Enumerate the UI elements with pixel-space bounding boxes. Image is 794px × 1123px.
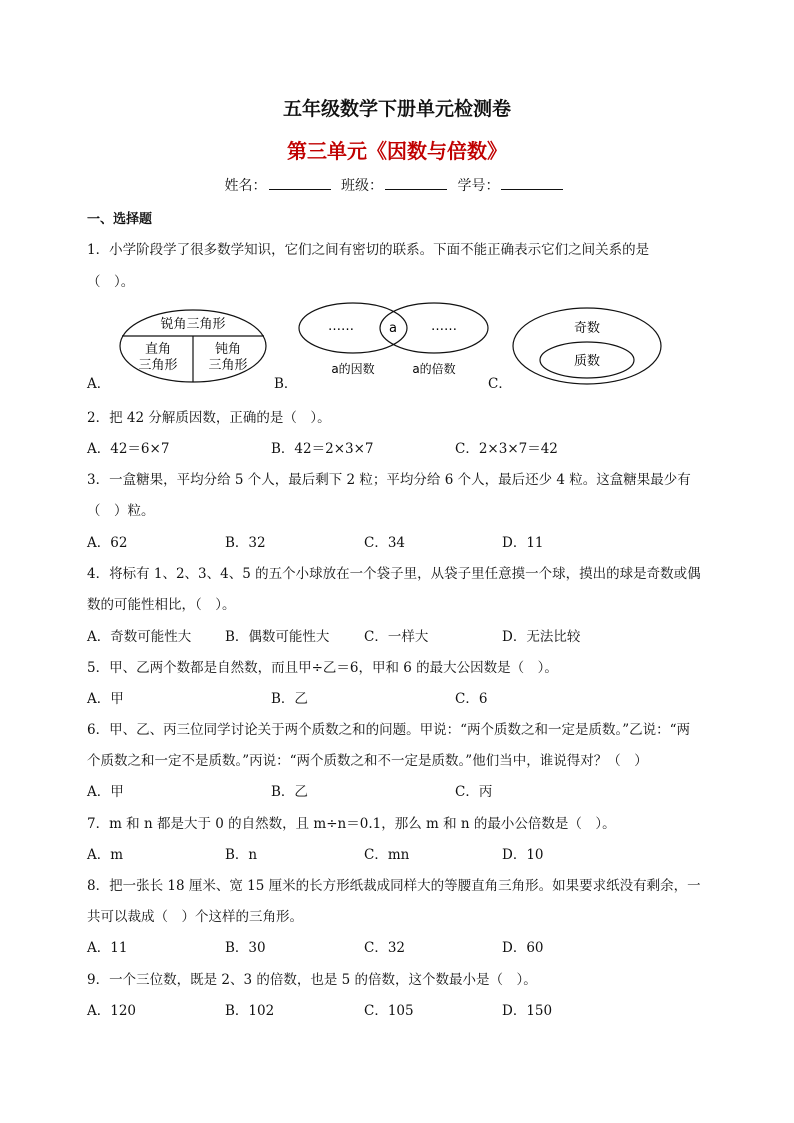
q1-diagram-c [511,306,663,386]
q4-option-c[interactable]: C．一样大 [364,629,429,645]
student-info-row [0,175,794,195]
q3-option-c[interactable]: C．34 [364,535,406,551]
diagram-b-left-dots: …… [328,319,354,334]
id-blank[interactable] [501,177,563,190]
q1-line2: （ ）。 [87,274,135,290]
q4-option-d[interactable]: D．无法比较 [502,629,581,645]
q9-option-d[interactable]: D．150 [502,1003,553,1019]
q7-option-d[interactable]: D．10 [502,847,544,863]
q3-option-b[interactable]: B．32 [225,535,266,551]
diagram-a-top-label: 锐角三角形 [160,317,226,332]
q3-line2: （ ）粒。 [87,503,155,519]
q2-option-c[interactable]: C．2×3×7＝42 [455,441,558,457]
diagram-b-right-caption: a的倍数 [412,362,456,376]
q9-option-a[interactable]: A．120 [87,1003,137,1019]
q6-line2: 个质数之和一定不是质数。”丙说：“两个质数之和不一定是质数。”他们当中，谁说得对？（ ） [87,753,648,769]
q1-option-b[interactable]: B． [274,376,298,392]
q4-line1: 4．将标有 1、2、3、4、5 的五个小球放在一个袋子里，从袋子里任意摸一个球，摸出的球是奇数或偶 [87,566,701,582]
q3-option-a[interactable]: A．62 [87,535,128,551]
section-choice-title: 一、选择题 [87,212,153,227]
diagram-c-inner-label: 质数 [573,354,601,369]
diagram-a-left-label-2: 三角形 [138,358,178,373]
diagram-b-center-label: a [389,321,397,336]
q2-option-a[interactable]: A．42＝6×7 [87,441,170,457]
diagram-c-outer-label: 奇数 [573,321,601,336]
q8-option-b[interactable]: B．30 [225,940,266,956]
q5-option-c[interactable]: C．6 [455,691,488,707]
q5-option-a[interactable]: A．甲 [87,691,124,707]
unit-subtitle: 第三单元《因数与倍数》 [287,139,507,163]
q1-option-a[interactable]: A． [87,376,111,392]
q5-option-b[interactable]: B．乙 [271,691,308,707]
q1-line1: 1．小学阶段学了很多数学知识，它们之间有密切的联系。下面不能正确表示它们之间关系的是 [87,242,650,258]
q7-stem: 7．m 和 n 都是大于 0 的自然数，且 m÷n＝0.1，那么 m 和 n 的最小公倍数是（ ）。 [87,816,616,832]
q9-stem: 9．一个三位数，既是 2、3 的倍数，也是 5 的倍数，这个数最小是（ ）。 [87,972,537,988]
q2-option-b[interactable]: B．42＝2×3×7 [271,441,374,457]
q9-option-b[interactable]: B．102 [225,1003,275,1019]
q8-option-d[interactable]: D．60 [502,940,544,956]
q6-option-a[interactable]: A．甲 [87,784,124,800]
q8-line1: 8．把一张长 18 厘米、宽 15 厘米的长方形纸裁成同样大的等腰直角三角形。如果要求纸没有剩余，一 [87,878,701,894]
q1-option-c[interactable]: C． [488,376,512,392]
q1-diagram-a [118,308,268,384]
diagram-a-right-label-2: 三角形 [208,358,248,373]
q4-option-b[interactable]: B．偶数可能性大 [225,629,330,645]
page-title: 五年级数学下册单元检测卷 [282,98,511,120]
diagram-c-outer-ellipse [513,308,661,384]
q7-option-b[interactable]: B．n [225,847,258,863]
diagram-a-right-label-1: 钝角 [214,342,242,357]
class-blank[interactable] [385,177,447,190]
q4-option-a[interactable]: A．奇数可能性大 [87,629,192,645]
q8-line2: 共可以裁成（ ）个这样的三角形。 [87,909,303,925]
diagram-b-right-dots: …… [431,319,457,334]
q8-option-a[interactable]: A．11 [87,940,128,956]
diagram-a-left-label-1: 直角 [144,342,172,357]
id-label: 学号： [457,178,500,194]
q3-line1: 3．一盒糖果，平均分给 5 个人，最后剩下 2 粒；平均分给 6 个人，最后还少 4 粒。这盒糖果最少有 [87,472,691,488]
q7-option-c[interactable]: C．mn [364,847,410,863]
q1-diagram-b [296,300,492,382]
q8-option-c[interactable]: C．32 [364,940,406,956]
q6-option-b[interactable]: B．乙 [271,784,308,800]
q9-option-c[interactable]: C．105 [364,1003,414,1019]
q3-option-d[interactable]: D．11 [502,535,544,551]
q5-stem: 5．甲、乙两个数都是自然数，而且甲÷乙＝6，甲和 6 的最大公因数是（ ）。 [87,660,558,676]
q7-option-a[interactable]: A．m [87,847,124,863]
name-blank[interactable] [269,177,331,190]
name-label: 姓名： [224,178,267,194]
q2-stem: 2．把 42 分解质因数，正确的是（ ）。 [87,410,331,426]
q4-line2: 数的可能性相比，（ ）。 [87,597,236,613]
diagram-b-left-caption: a的因数 [331,362,375,376]
q6-option-c[interactable]: C．丙 [455,784,493,800]
class-label: 班级： [341,178,383,194]
q6-line1: 6．甲、乙、丙三位同学讨论关于两个质数之和的问题。甲说：“两个质数之和一定是质数。”乙说：“两 [87,722,691,738]
